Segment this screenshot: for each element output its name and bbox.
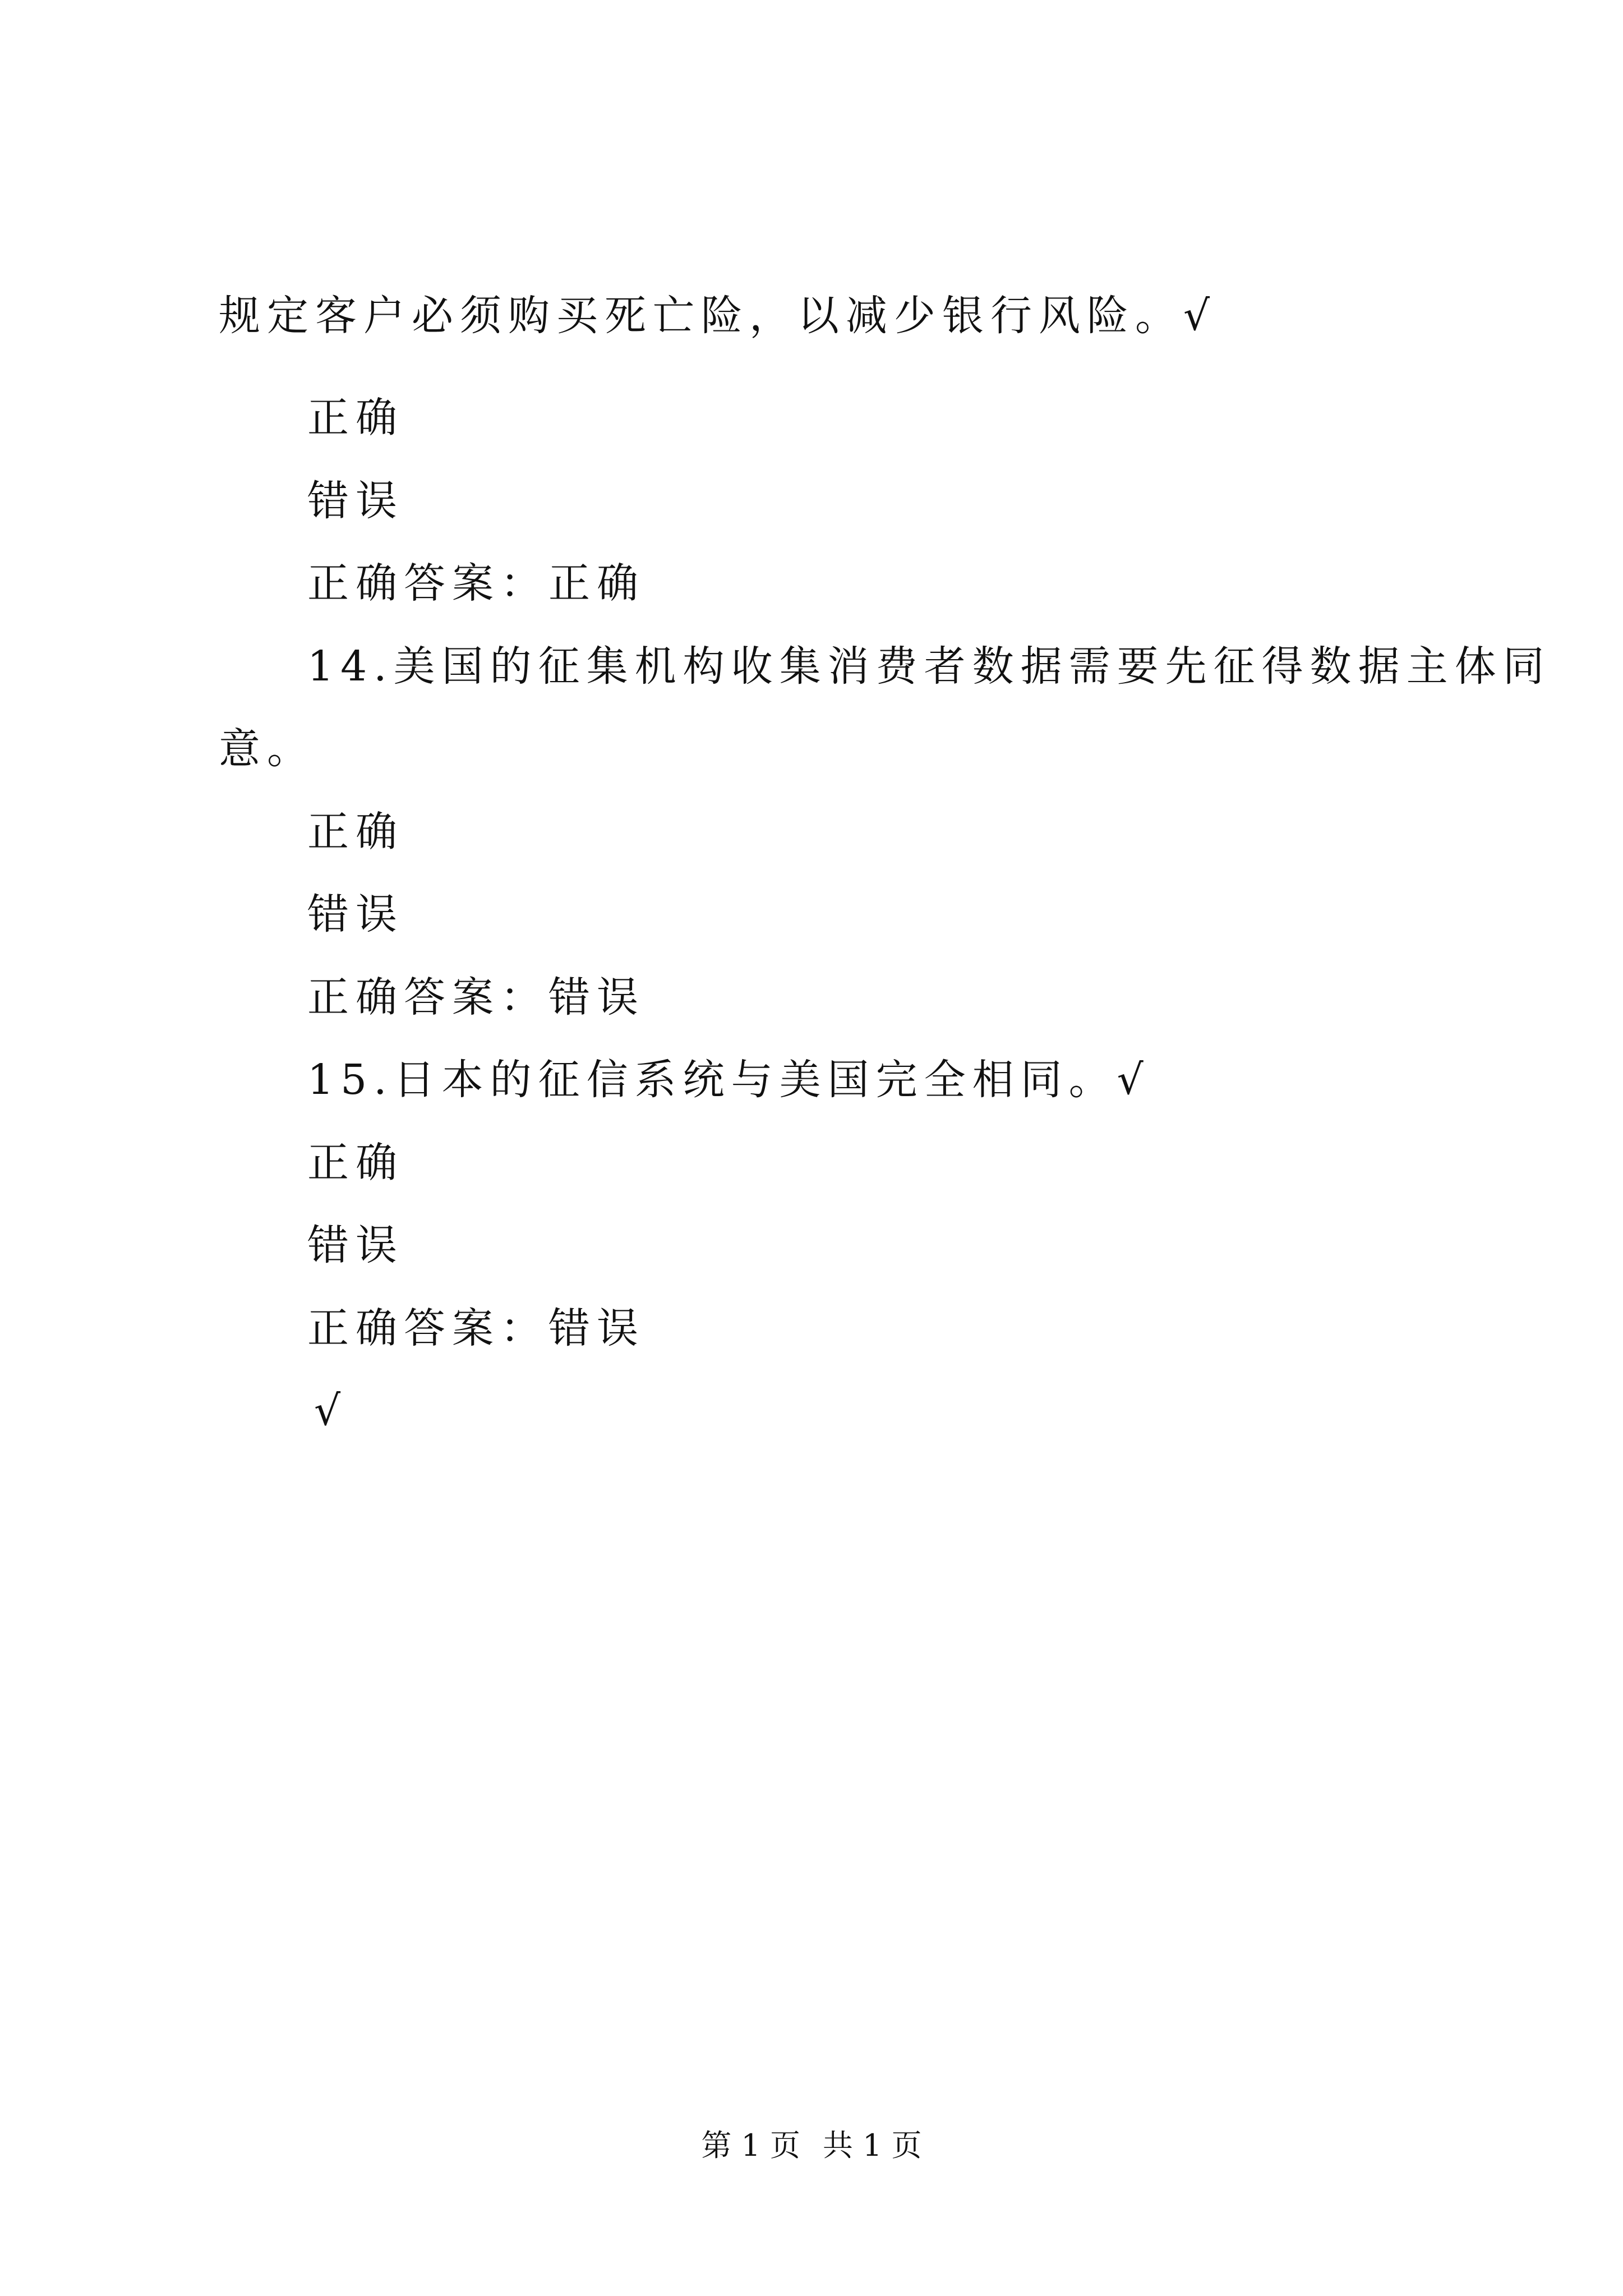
correct-answer: 正确答案：错误	[307, 1304, 645, 1352]
correct-answer: 正确答案：正确	[307, 559, 645, 608]
question-15: 15.日本的征信系统与美国完全相同。√	[307, 1056, 1150, 1104]
question-13-continuation: 规定客户必须购买死亡险，以减少银行风险。√	[219, 292, 1217, 340]
option-correct: 正确	[307, 394, 404, 442]
option-correct: 正确	[307, 1139, 404, 1187]
page-number: 第 1 页	[701, 2128, 800, 2163]
page-total: 共 1 页	[823, 2128, 922, 2163]
question-14: 14.美国的征集机构收集消费者数据需要先征得数据主体同	[307, 642, 1551, 691]
check-mark: √	[314, 1387, 348, 1435]
question-14-continuation: 意。	[219, 725, 315, 773]
page-footer	[0, 2126, 1623, 2165]
option-wrong: 错误	[307, 477, 404, 525]
option-wrong: 错误	[307, 890, 404, 938]
correct-answer: 正确答案：错误	[307, 973, 645, 1022]
option-wrong: 错误	[307, 1221, 404, 1269]
option-correct: 正确	[307, 808, 404, 856]
